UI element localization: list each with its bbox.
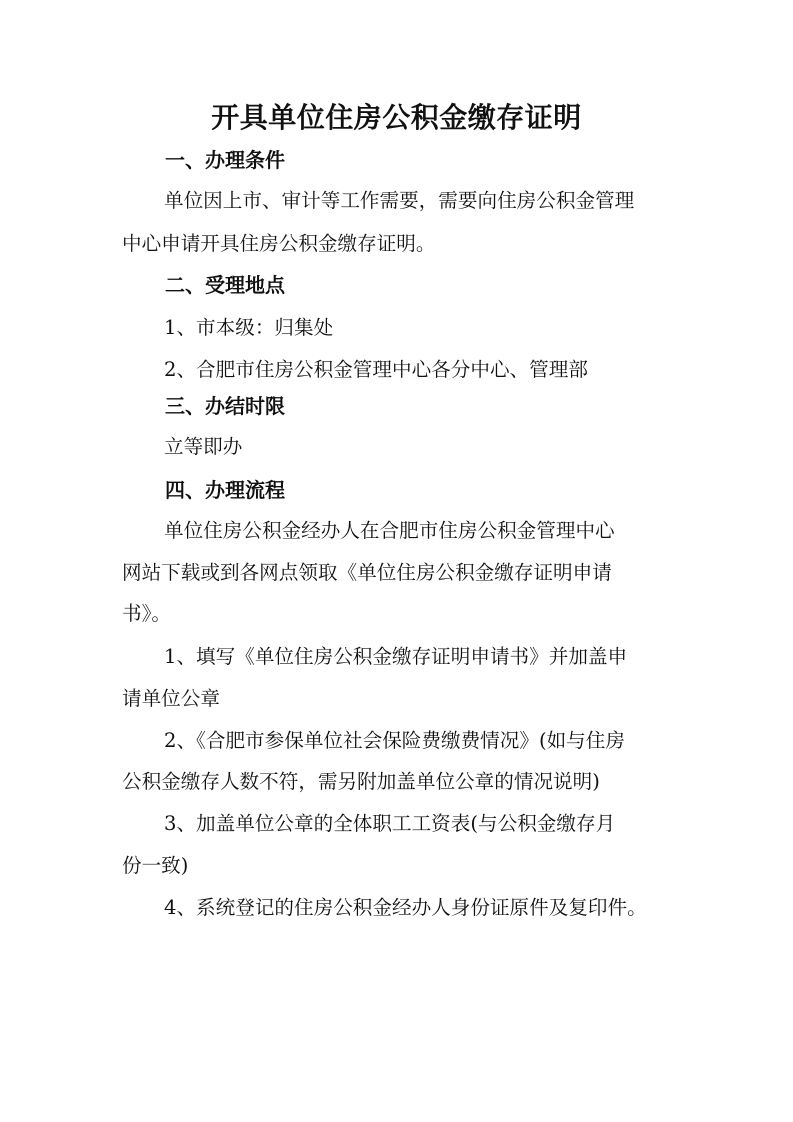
paragraph-line: 1、市本级：归集处 [164, 316, 334, 339]
paragraph-line: 1、填写《单位住房公积金缴存证明申请书》并加盖申 [164, 645, 628, 668]
paragraph-line: 网站下载或到各网点领取《单位住房公积金缴存证明申请 [122, 561, 612, 584]
paragraph-line: 4、系统登记的住房公积金经办人身份证原件及复印件。 [164, 896, 647, 919]
paragraph-line: 立等即办 [164, 435, 243, 458]
paragraph-line: 书》。 [122, 602, 171, 625]
paragraph-line: 3、加盖单位公章的全体职工工资表(与公积金缴存月 [164, 812, 616, 835]
paragraph-line: 2、《合肥市参保单位社会保险费缴费情况》(如与住房 [164, 729, 625, 752]
paragraph-line: 单位住房公积金经办人在合肥市住房公积金管理中心 [164, 519, 615, 542]
section-heading-process: 四、办理流程 [165, 478, 285, 502]
paragraph-line: 中心申请开具住房公积金缴存证明。 [122, 232, 436, 255]
paragraph-line: 份一致) [122, 854, 189, 877]
section-heading-time-limit: 三、办结时限 [165, 394, 285, 418]
paragraph-line: 2、合肥市住房公积金管理中心各分中心、管理部 [164, 358, 588, 381]
section-heading-conditions: 一、办理条件 [165, 148, 285, 172]
paragraph-line: 请单位公章 [122, 687, 220, 710]
paragraph-line: 单位因上市、审计等工作需要，需要向住房公积金管理 [164, 189, 635, 212]
paragraph-line: 公积金缴存人数不符，需另附加盖单位公章的情况说明) [122, 770, 600, 793]
document-title: 开具单位住房公积金缴存证明 [211, 101, 582, 134]
section-heading-location: 二、受理地点 [165, 273, 285, 297]
